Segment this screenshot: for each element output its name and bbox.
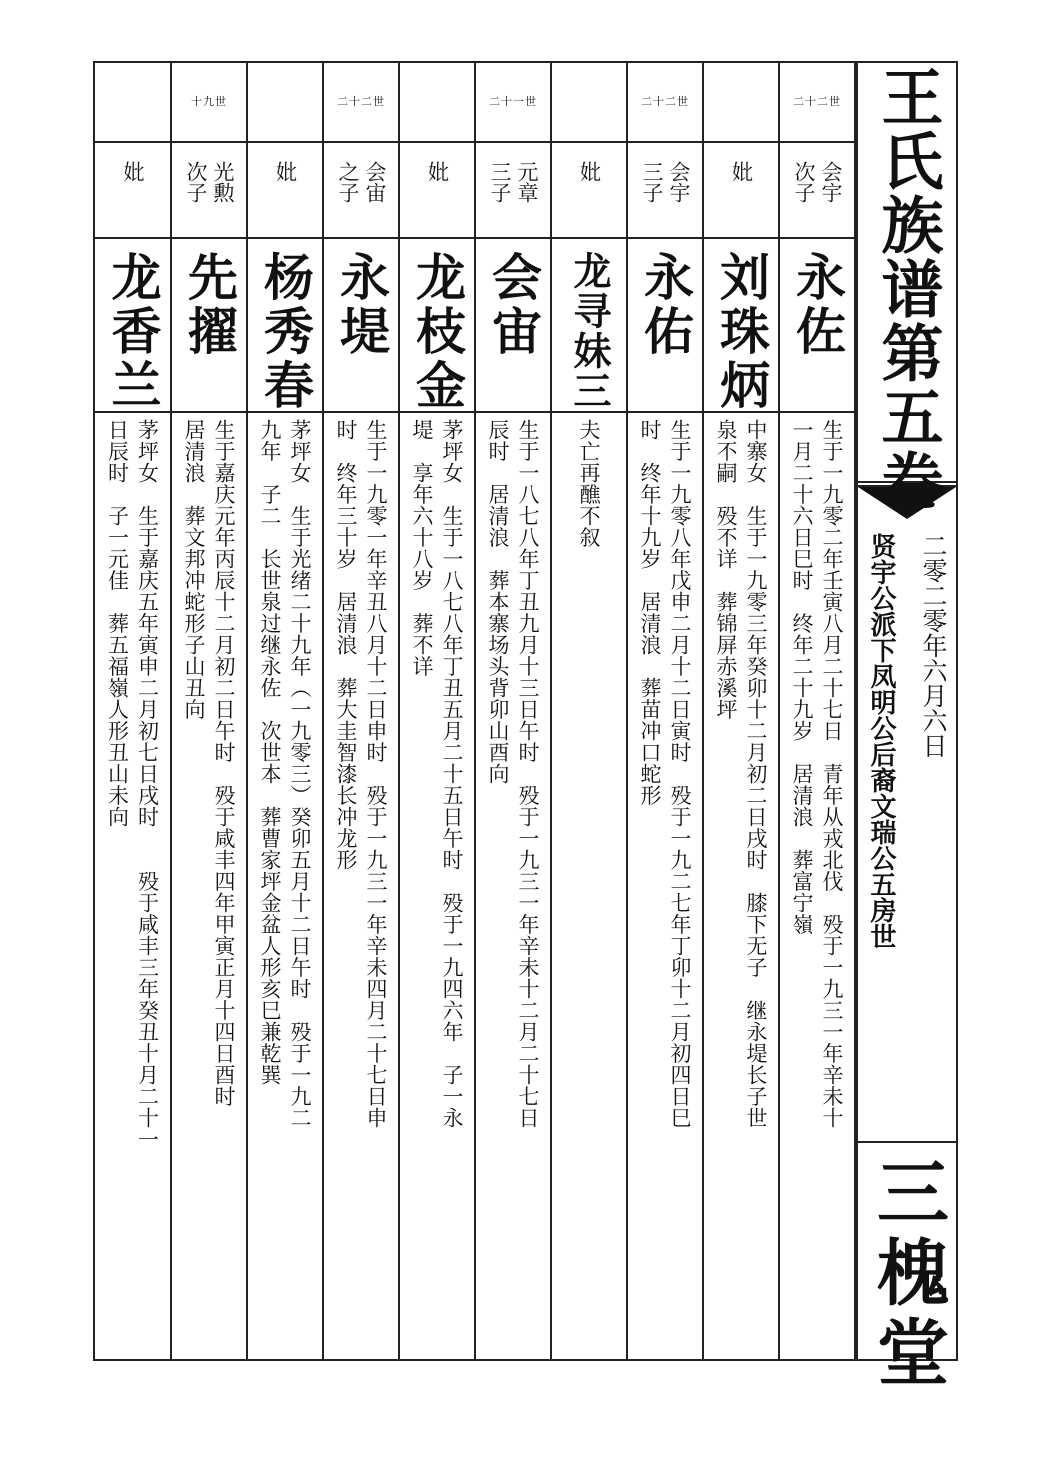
biography-text: 生于一八七八年丁丑九月十三日午时 殁于一九三一年辛未十二月二十七日 辰时 居清浪 葬本寨场头背卯山酉向 [486, 419, 540, 1129]
entry-column [324, 63, 400, 1359]
subtitle-block [858, 533, 956, 1143]
generation-label: 二十二世 [337, 95, 385, 108]
person-name: 永佐 [788, 251, 846, 359]
title-box [858, 63, 956, 513]
biography-text: 茅坪女 生于嘉庆五年寅申二月初七日戌时 殁于咸丰三年癸丑十月二十一 日辰时 子一元佳 葬五福嶺人形丑山未向 [105, 419, 160, 1150]
person-name: 先擢 [180, 251, 238, 359]
person-name: 永堤 [332, 251, 390, 359]
relation-line: 妣 [729, 161, 754, 182]
relation-line: 会宇 [819, 161, 843, 203]
biography-cell [248, 411, 322, 1359]
relation-line: 次子 [792, 161, 816, 203]
biography-text: 生于嘉庆元年丙辰十二月初二日午时 殁于咸丰四年甲寅正月十四日酉时 居清浪 葬文邦冲蛇形子山丑向 [182, 419, 236, 1107]
relation-line: 妣 [121, 161, 145, 182]
person-name: 刘珠炳 [712, 251, 770, 413]
biography-cell [552, 411, 626, 1359]
relation-cell [400, 141, 474, 239]
generation-label: 二十一世 [489, 95, 537, 108]
compile-date: 二零二零年六月六日 [919, 533, 948, 758]
person-name: 龙香兰 [103, 251, 162, 413]
relation-line: 元章 [515, 161, 539, 203]
name-cell [552, 237, 626, 413]
name-cell [400, 237, 474, 413]
generation-cell [780, 63, 854, 143]
entry-column [172, 63, 248, 1359]
name-cell [324, 237, 398, 413]
relation-line: 妣 [273, 161, 298, 182]
person-name: 会宙 [484, 251, 542, 359]
biography-cell [628, 411, 702, 1359]
biography-cell [400, 411, 474, 1359]
biography-text: 中寨女 生于一九零三年癸卯十二月初二日戌时 膝下无子 继永堤长子世 泉不嗣 殁不详 葬锦屏赤溪坪 [714, 419, 768, 1129]
entry-column [476, 63, 552, 1359]
title-panel [856, 61, 958, 1395]
biography-text: 生于一九零二年壬寅八月二十七日 青年从戎北伐 殁于一九三一年辛未十 一月二十六日巳时 终年二十九岁 居清浪 葬富宁嶺 [790, 419, 844, 1129]
relation-cell [552, 141, 626, 239]
name-cell [95, 237, 170, 413]
person-name: 杨秀春 [256, 251, 314, 413]
relation-line: 之子 [336, 161, 360, 203]
biography-text: 茅坪女 生于一八七八年丁丑五月二十五日午时 殁于一九四六年 子一永 堤 享年六十八岁 葬不详 [410, 419, 464, 1129]
biography-cell [324, 411, 398, 1359]
generation-cell [476, 63, 550, 143]
genealogy-table [93, 61, 856, 1361]
name-cell [172, 237, 246, 413]
entry-column [248, 63, 324, 1359]
biography-cell [704, 411, 778, 1359]
generation-cell [95, 63, 170, 143]
relation-line: 妣 [425, 161, 450, 182]
generation-cell [172, 63, 246, 143]
generation-cell [324, 63, 398, 143]
person-name: 永佑 [636, 251, 694, 359]
ornament-triangle [858, 487, 956, 519]
name-cell [628, 237, 702, 413]
generation-cell [400, 63, 474, 143]
hall-box [858, 1141, 956, 1395]
biography-text: 夫亡再醮不叙 [577, 419, 601, 548]
person-name: 龙寻妹三 [567, 251, 611, 411]
person-name: 龙枝金 [408, 251, 466, 413]
name-cell [780, 237, 854, 413]
generation-cell [628, 63, 702, 143]
name-cell [476, 237, 550, 413]
relation-cell [476, 141, 550, 239]
biography-text: 生于一九零一年辛丑八月十二日申时 殁于一九三一年辛未四月二十七日申 时 终年三十岁 居清浪 葬大圭智漆长冲龙形 [334, 419, 388, 1129]
book-title: 王氏族谱第五卷 [871, 65, 944, 513]
relation-line: 三子 [640, 161, 664, 203]
relation-line: 妣 [577, 161, 602, 182]
relation-cell [628, 141, 702, 239]
generation-cell [704, 63, 778, 143]
relation-cell [780, 141, 854, 239]
biography-cell [172, 411, 246, 1359]
relation-line: 次子 [184, 161, 208, 203]
generation-label: 二十二世 [641, 95, 689, 108]
generation-label: 十九世 [191, 95, 227, 108]
biography-cell [95, 411, 170, 1359]
branch-line: 贤宇公派下凤明公后裔文瑞公五房世 [866, 533, 896, 949]
entry-column [628, 63, 704, 1359]
entry-column [780, 63, 856, 1359]
relation-cell [95, 141, 170, 239]
biography-text: 茅坪女 生于光绪二十九年（一九零三）癸卯五月十二日午时 殁于一九二 九年 子二 长世泉过继永佐 次世本 葬曹家坪金盆人形亥巳兼乾巽 [258, 419, 312, 1129]
relation-line: 三子 [488, 161, 512, 203]
biography-cell [476, 411, 550, 1359]
biography-cell [780, 411, 854, 1359]
entry-column [704, 63, 780, 1359]
relation-line: 会宙 [363, 161, 387, 203]
entry-column [552, 63, 628, 1359]
generation-cell [552, 63, 626, 143]
generation-cell [248, 63, 322, 143]
relation-cell [172, 141, 246, 239]
name-cell [704, 237, 778, 413]
generation-label: 二十二世 [793, 95, 841, 108]
relation-cell [704, 141, 778, 239]
relation-cell [324, 141, 398, 239]
relation-line: 光勲 [211, 161, 235, 203]
biography-text: 生于一九零八年戊申二月十二日寅时 殁于一九二七年丁卯十二月初四日巳 时 终年十九岁 居清浪 葬苗冲口蛇形 [638, 419, 692, 1129]
entry-column [95, 63, 172, 1359]
name-cell [248, 237, 322, 413]
hall-name: 三槐堂 [865, 1155, 950, 1395]
relation-line: 会宇 [667, 161, 691, 203]
relation-cell [248, 141, 322, 239]
entry-column [400, 63, 476, 1359]
